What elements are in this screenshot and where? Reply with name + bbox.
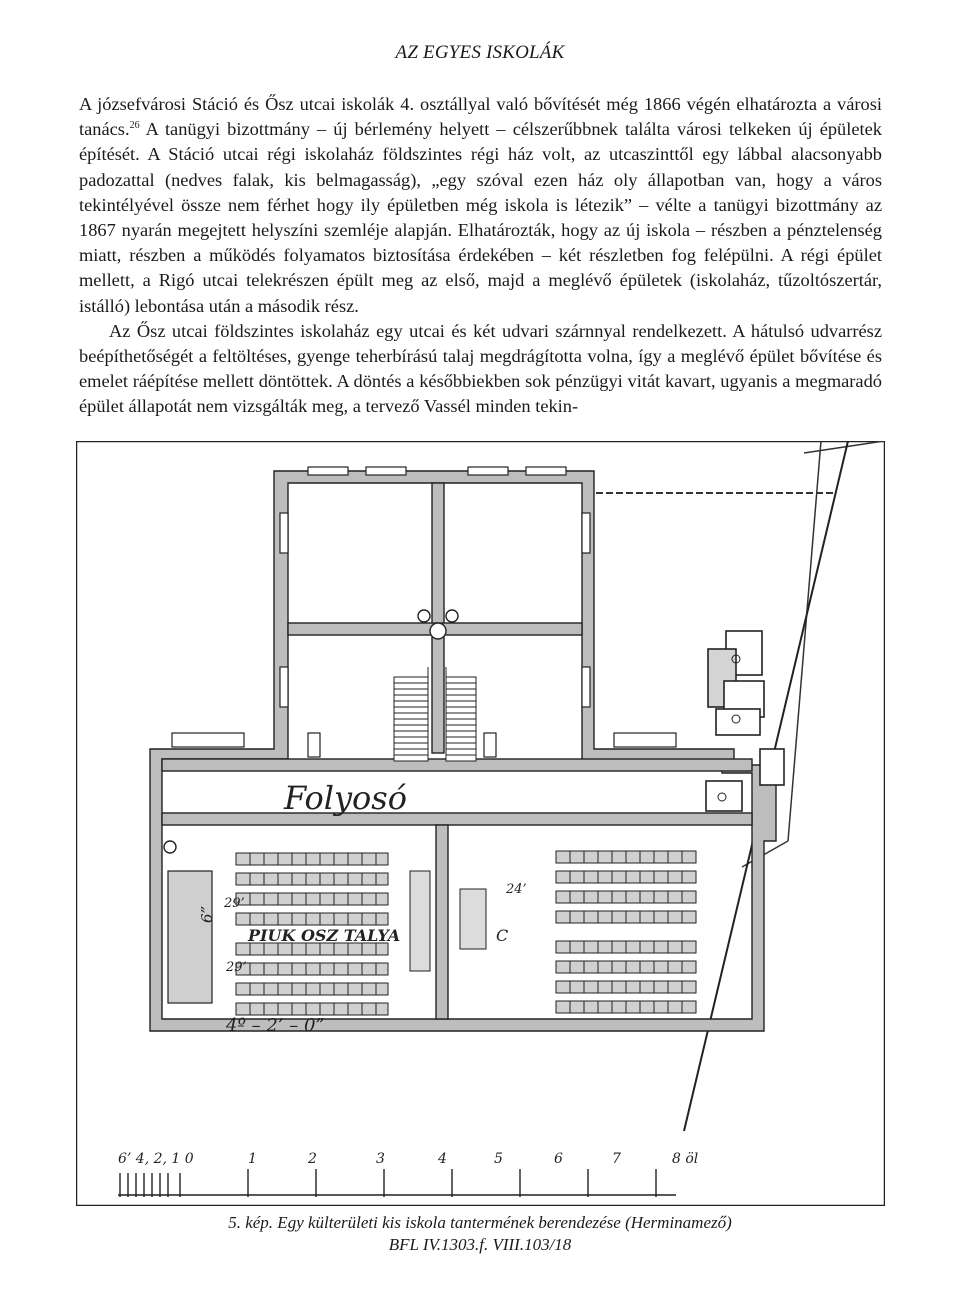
dim-label-left: 6” [198, 905, 216, 923]
dim-label-top: 29’ [224, 896, 245, 911]
paragraph-1-text-b: A tanügyi bizottmány – új bérlemény helyett – célszerűbbnek találta városi telkeken új épületek építését. A Stáció utcai régi iskolaház földszintes régi ház volt, az utcaszinttől egy lábbal alacsonyabb padozattal (nedves falak, kis belmagasság), „egy szóval ezen ház oly állapotban van, hogy a város tekintélyével össze nem férhet hogy ily épületben még iskola is létezik” – vélte a tanügyi bizottmány az 1867 nyarán megejtett helyszíni szemléje alapján. Elhatározták, hogy az új iskola – részben a pénztelenség miatt, részben a működés folyamatos biztosítása érdekében – két részletben fog felépülni. A régi épület mellett, a Rigó utcai telekrészen épült meg az első, majd a meglévő épületek (iskolaház, tűzoltószertár, istálló) lebontása után a második rész. [79, 119, 882, 316]
letter-c-label: C [496, 926, 509, 945]
running-head: AZ EGYES ISKOLÁK [395, 42, 565, 63]
scale-label-2: 2 [308, 1151, 317, 1167]
floor-plan-figure [76, 441, 885, 1206]
scale-label-1: 1 [248, 1151, 257, 1167]
scale-label-5: 5 [494, 1151, 503, 1167]
floor-plan-drawing [76, 441, 885, 1206]
scale-label-3: 3 [376, 1151, 385, 1167]
paragraph-1 [79, 92, 882, 319]
scale-label-4: 4 [438, 1151, 447, 1167]
dim-label-mid: 29’ [226, 960, 247, 975]
caption-line-1: 5. kép. Egy külterületi kis iskola tantermének berendezése (Herminamező) [228, 1213, 732, 1232]
paragraph-2: Az Ősz utcai földszintes iskolaház egy utcai és két udvari szárnnyal rendelkezett. A hátulsó udvarrész beépíthetőségét a feltöltéses, gyenge teherbírású talaj megdrágította volna, így a meglévő épület bővítése és emelet ráépítése mellett döntöttek. A döntés a későbbiekben sok pénzügyi vitát kavart, ugyanis a megmaradó épület állapotát nem vizsgálták meg, a tervező Vassél minden tekin- [79, 320, 882, 417]
dim-label-bottom: 4º – 2’ – 0” [226, 1015, 325, 1036]
left-teacher-platform [168, 871, 212, 1003]
scale-label-6: 6 [554, 1151, 563, 1167]
figure-caption [0, 1212, 960, 1256]
footnote-ref: 26 [129, 120, 140, 132]
scale-label-7: 7 [612, 1151, 621, 1167]
caption-line-2: BFL IV.1303.f. VIII.103/18 [388, 1235, 572, 1254]
plan-center-text: PIUK OSZ TALYA [248, 926, 401, 945]
scale-label-0: 6’ 4, 2, 1 0 [118, 1151, 194, 1167]
body-text [79, 92, 882, 420]
scale-label-8: 8 öl [672, 1151, 699, 1167]
dim-label-right: 24’ [506, 882, 527, 897]
paragraph-1-text-a: A józsefvárosi Stáció és Ősz utcai iskolák 4. osztállyal való bővítését még 1866 végén elhatározta a városi tanács. [79, 94, 882, 140]
corridor-label: Folyosó [284, 779, 407, 817]
